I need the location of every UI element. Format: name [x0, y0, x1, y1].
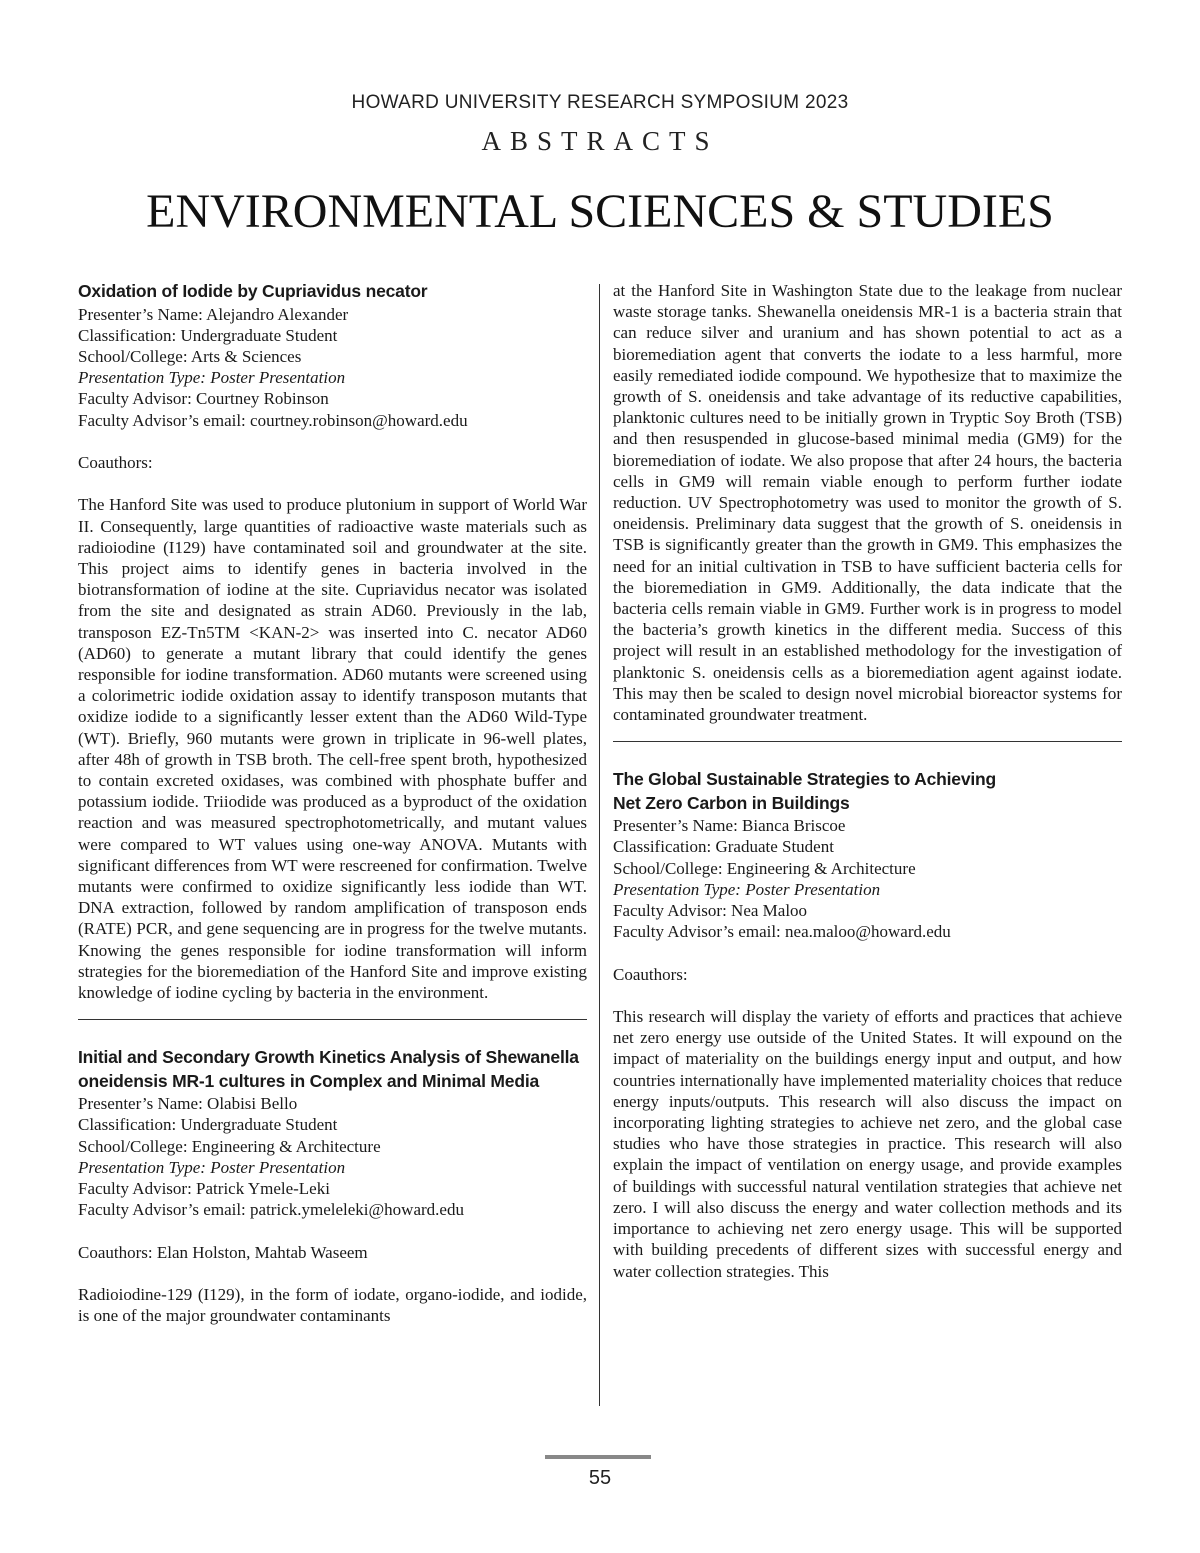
section-divider	[78, 1019, 587, 1020]
classification: Classification: Undergraduate Student	[78, 1115, 338, 1135]
faculty-advisor: Faculty Advisor: Nea Maloo	[613, 901, 808, 921]
abstract-meta	[613, 815, 1122, 1006]
coauthors: Coauthors:	[78, 452, 153, 472]
classification: Classification: Graduate Student	[613, 837, 834, 857]
column-divider	[599, 284, 600, 1406]
faculty-advisor-email: Faculty Advisor’s email: courtney.robinson@howard.edu	[78, 410, 468, 430]
abstract-meta	[78, 1093, 587, 1284]
symposium-header: HOWARD UNIVERSITY RESEARCH SYMPOSIUM 2023	[351, 92, 849, 113]
abstract-title-line: Initial and Secondary Growth Kinetics Analysis of Shewanella	[78, 1047, 579, 1068]
abstract-body-part-2: at the Hanford Site in Washington State due to the leakage from nuclear waste storage tanks. Shewanella oneidensis MR-1 is a bacteria strain that can reduce silver and uranium and has shown potential to act as a bioremediation agent that converts the iodate to a less harmful, more easily remediated iodide compound. We hypothesize that to maximize the growth of S. oneidensis and take advantage of its reductive capabilities, planktonic cultures need to be initially grown in Tryptic Soy Broth (TSB) and then resuspended in glucose-based minimal media (GM9) for the bioremediation of iodate. We also propose that after 24 hours, the bacteria cells in GM9 will remain viable enough to perform further iodate reduction. UV Spectrophotometry was used to monitor the growth of S. oneidensis. Preliminary data suggest that the growth of S. oneidensis in TSB is significantly greater than the growth in GM9. This emphasizes the need for an initial cultivation in TSB to have sufficient bacteria cells for the bioremediation in GM9. Additionally, the data indicate that the bacteria cells remain viable in GM9. Further work is in progress to model the bacteria’s growth kinetics in the different media. Success of this project will result in an established methodology for the investigation of planktonic S. oneidensis cells as a bioremediation agent against iodate. This may then be scaled to design novel microbial bioreactor systems for contaminated groundwater treatment.	[613, 281, 1122, 725]
footer-bar	[545, 1455, 651, 1459]
abstract-iodide-oxidation	[78, 280, 587, 1003]
page-number: 55	[588, 1467, 612, 1489]
faculty-advisor: Faculty Advisor: Patrick Ymele-Leki	[78, 1178, 330, 1198]
abstract-title	[613, 768, 1122, 815]
abstract-shewanella-growth	[78, 1046, 587, 1326]
left-column	[78, 280, 587, 1326]
faculty-advisor: Faculty Advisor: Courtney Robinson	[78, 389, 329, 409]
classification: Classification: Undergraduate Student	[78, 325, 338, 345]
abstract-body: The Hanford Site was used to produce plutonium in support of World War II. Consequently, large quantities of radioactive waste materials such as radioiodine (I129) have contaminated soil and groundwater at the site. This project aims to identify genes in bacteria involved in the biotransformation of iodine at the site. Cupriavidus necator was isolated from the site and designated as strain AD60. Previously in the lab, transposon EZ-Tn5TM <KAN-2> was inserted into C. necator AD60 (AD60) to generate a mutant library that could identify the genes responsible for iodine transformation. AD60 mutants were screened using a colorimetric iodide oxidation assay to identify transposon mutants that oxidize iodide to a significantly lesser extent than the AD60 Wild-Type (WT). Briefly, 960 mutants were grown in triplicate in 96-well plates, after 48h of growth in TSB broth. The cell-free spent broth, hypothesized to contain excreted oxidases, was combined with phosphate buffer and potassium iodide. Triiodide was produced as a byproduct of the oxidation reaction and was measured spectrophotometrically, and mutant values were compared to WT values using one-way ANOVA. Mutants with significant differences from WT were rescreened for confirmation. Twelve mutants were confirmed to oxidize significantly less iodide than WT. DNA extraction, followed by random amplification of transposon ends (RATE) PCR, and gene sequencing are in progress for the twelve mutants. Knowing the genes responsible for iodine transformation will inform strategies for the bioremediation of the Hanford Site and improve existing knowledge of iodine cycling by bacteria in the environment.	[78, 495, 587, 1002]
abstracts-heading: ABSTRACTS	[481, 126, 719, 156]
abstract-title-line: oneidensis MR-1 cultures in Complex and Minimal Media	[78, 1070, 540, 1091]
abstract-body: This research will display the variety of efforts and practices that achieve net zero energy use outside of the United States. It will expound on the impact of materiality on the buildings energy input and output, and how countries internationally have implemented materiality choices that reduce energy inputs/outputs. This research will also discuss the impact on incorporating lighting strategies to achieve net zero, and the global case studies who have those strategies in practice. This research will also explain the impact of ventilation on energy usage, and provide examples of buildings with successful natural ventilation strategies that achieve net zero. I will also discuss the energy and water collection methods and its importance to achieving net zero energy usage. This will be supported with building precedents of different sizes with successful energy and water collection strategies. This	[613, 1007, 1122, 1281]
abstract-title-line: Net Zero Carbon in Buildings	[613, 792, 850, 813]
section-divider	[613, 741, 1122, 742]
presentation-type: Presentation Type: Poster Presentation	[78, 1157, 346, 1177]
abstract-title	[78, 1046, 587, 1093]
presentation-type: Presentation Type: Poster Presentation	[613, 879, 881, 899]
right-column	[613, 280, 1122, 1282]
school-college: School/College: Engineering & Architecture	[78, 1136, 381, 1156]
category-title: ENVIRONMENTAL SCIENCES & STUDIES	[146, 185, 1054, 238]
coauthors: Coauthors:	[613, 964, 688, 984]
abstract-title-line: The Global Sustainable Strategies to Achieving	[613, 769, 997, 790]
abstract-body-part-1: Radioiodine-129 (I129), in the form of iodate, organo-iodide, and iodide, is one of the major groundwater contaminants	[78, 1284, 587, 1326]
faculty-advisor-email: Faculty Advisor’s email: nea.maloo@howard.edu	[613, 922, 951, 942]
abstract-title: Oxidation of Iodide by Cupriavidus necator	[78, 281, 428, 301]
presenter-name: Presenter’s Name: Alejandro Alexander	[78, 304, 349, 324]
presentation-type: Presentation Type: Poster Presentation	[78, 368, 346, 388]
faculty-advisor-email: Faculty Advisor’s email: patrick.ymeleleki@howard.edu	[78, 1200, 464, 1220]
school-college: School/College: Engineering & Architecture	[613, 858, 916, 878]
coauthors: Coauthors: Elan Holston, Mahtab Waseem	[78, 1242, 368, 1262]
abstract-net-zero-buildings	[613, 768, 1122, 1281]
abstract-meta	[78, 304, 587, 495]
presenter-name: Presenter’s Name: Bianca Briscoe	[613, 816, 846, 836]
presenter-name: Presenter’s Name: Olabisi Bello	[78, 1094, 298, 1114]
school-college: School/College: Arts & Sciences	[78, 346, 302, 366]
